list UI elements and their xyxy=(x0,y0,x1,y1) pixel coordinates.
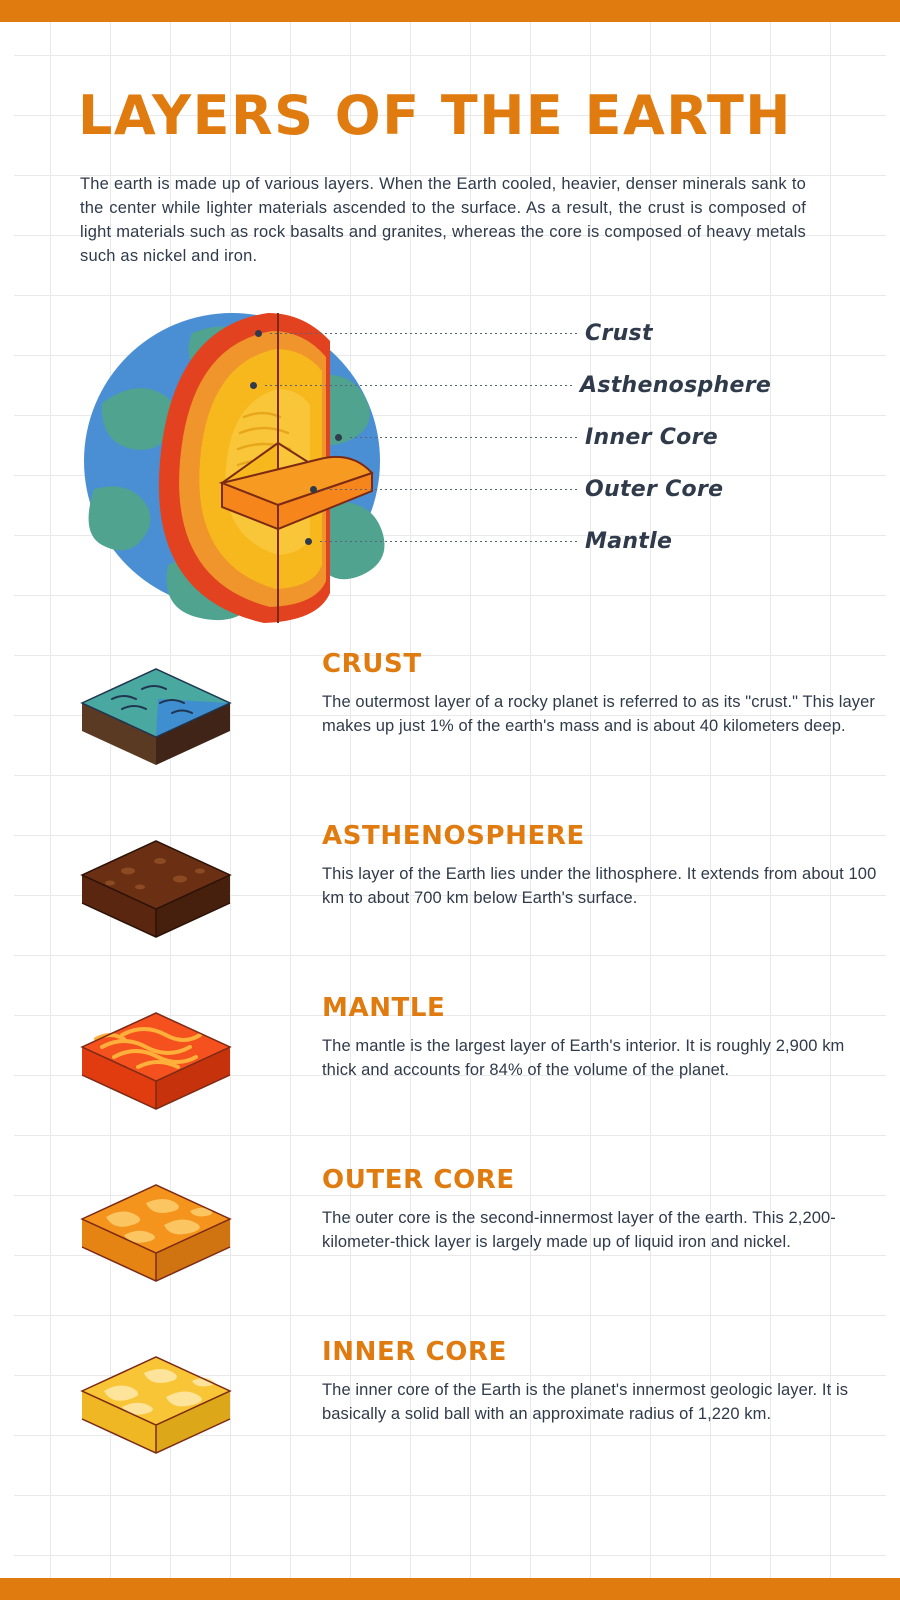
diagram-callout-list xyxy=(255,293,815,623)
callout-crust xyxy=(255,321,795,347)
callout-dot-icon xyxy=(250,382,257,389)
section-title: MANTLE xyxy=(322,992,446,1023)
callout-leader-line xyxy=(265,385,572,386)
section-inner-core xyxy=(0,1333,900,1505)
intro-paragraph: The earth is made up of various layers. When the Earth cooled, heavier, denser minerals sank to the center while lighter materials ascended to the surface. As a result, the crust is composed of light materials such as rock basalts and granites, whereas the core is composed of heavy metals such as nickel and iron. xyxy=(80,175,806,265)
section-text: This layer of the Earth lies under the lithosphere. It extends from about 100 km to about 700 km below Earth's surface. xyxy=(322,864,877,907)
top-accent-bar xyxy=(0,0,900,22)
callout-leader-line xyxy=(350,437,577,438)
section-text: The mantle is the largest layer of Earth's interior. It is roughly 2,900 km thick and accounts for 84% of the volume of the planet. xyxy=(322,1036,845,1079)
section-text: The outer core is the second-innermost layer of the earth. This 2,200-kilometer-thick layer is largely made up of liquid iron and nickel. xyxy=(322,1208,836,1251)
outer-core-block-icon xyxy=(68,1175,243,1295)
section-text: The outermost layer of a rocky planet is referred to as its "crust." This layer makes up just 1% of the earth's mass and is about 40 kilometers deep. xyxy=(322,692,876,735)
callout-leader-line xyxy=(270,333,577,334)
section-crust xyxy=(0,645,900,817)
crust-block-icon xyxy=(68,659,243,779)
callout-asthenosphere xyxy=(250,373,790,399)
inner-core-block-icon xyxy=(68,1347,243,1467)
callout-label: Crust xyxy=(585,321,653,347)
callout-dot-icon xyxy=(305,538,312,545)
callout-outer-core xyxy=(310,477,795,503)
callout-mantle xyxy=(305,529,795,555)
section-mantle xyxy=(0,989,900,1161)
callout-dot-icon xyxy=(335,434,342,441)
callout-leader-line xyxy=(320,541,577,542)
page-title: LAYERS OF THE EARTH xyxy=(78,84,792,147)
section-asthenosphere xyxy=(0,817,900,989)
asthenosphere-block-icon xyxy=(68,831,243,951)
callout-label: Inner Core xyxy=(585,425,718,451)
section-title: INNER CORE xyxy=(322,1336,507,1367)
callout-dot-icon xyxy=(255,330,262,337)
bottom-accent-bar xyxy=(0,1578,900,1600)
callout-inner-core xyxy=(335,425,795,451)
section-text: The inner core of the Earth is the planet's innermost geologic layer. It is basically a solid ball with an approximate radius of 1,220 km. xyxy=(322,1380,849,1423)
layer-sections xyxy=(0,645,900,1505)
callout-label: Outer Core xyxy=(585,477,724,503)
section-title: OUTER CORE xyxy=(322,1164,515,1195)
section-title: CRUST xyxy=(322,648,422,679)
callout-label: Asthenosphere xyxy=(580,373,772,399)
section-outer-core xyxy=(0,1161,900,1333)
section-title: ASTHENOSPHERE xyxy=(322,820,585,851)
callout-label: Mantle xyxy=(585,529,673,555)
earth-diagram-section xyxy=(0,293,900,633)
callout-leader-line xyxy=(325,489,577,490)
mantle-block-icon xyxy=(68,1003,243,1123)
callout-dot-icon xyxy=(310,486,317,493)
